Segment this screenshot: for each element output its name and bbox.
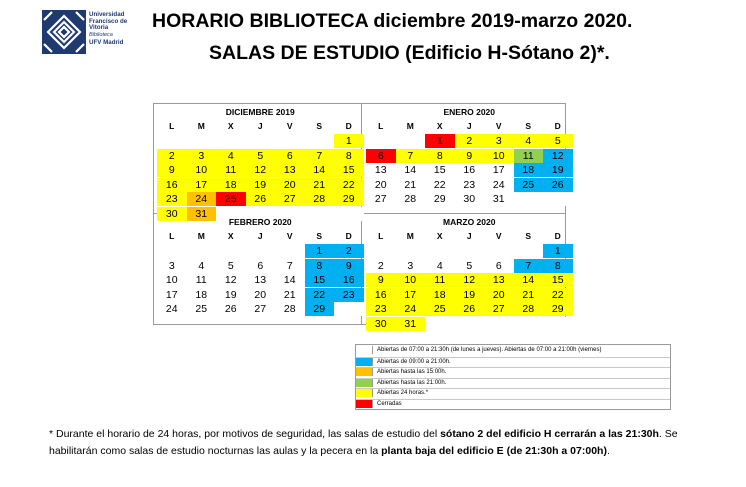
footnote-text: . [606, 445, 610, 457]
legend-label: Abiertas hasta las 15:00h. [377, 369, 447, 375]
day-cell: 10 [396, 273, 426, 287]
day-cell: 26 [246, 192, 276, 206]
day-cell: 24 [484, 178, 514, 192]
day-cell: 28 [396, 192, 426, 206]
day-header: V [286, 231, 293, 241]
day-cell: 29 [334, 192, 364, 206]
day-cell: 21 [275, 288, 305, 302]
day-cell: 12 [455, 273, 485, 287]
legend-label: Abiertas de 07:00 a 21:30h (de lunes a jueves). Abiertas de 07:00 a 21:00h (viernes) [377, 347, 602, 353]
day-header: S [525, 231, 532, 241]
day-cell: 5 [246, 149, 276, 163]
day-cell: 25 [514, 178, 544, 192]
day-cell: 14 [514, 273, 544, 287]
day-header: M [197, 121, 205, 131]
day-header: X [227, 231, 234, 241]
day-cell: 15 [425, 163, 455, 177]
day-cell: 17 [396, 288, 426, 302]
day-cell: 16 [334, 273, 364, 287]
month-title: MARZO 2020 [443, 217, 496, 227]
footnote-bold: sótano 2 del edificio H cerrarán a las 21:30h [440, 428, 659, 440]
day-cell: 2 [334, 244, 364, 258]
day-cell: 17 [187, 178, 217, 192]
day-cell: 7 [514, 259, 544, 273]
day-cell: 5 [216, 259, 246, 273]
day-cell: 5 [455, 259, 485, 273]
day-cell: 3 [157, 259, 187, 273]
day-cell: 6 [275, 149, 305, 163]
day-cell: 22 [305, 288, 335, 302]
footnote-text: . Se habilitarán como salas de estudio nocturnas las aulas y la pecera en la [49, 428, 678, 457]
day-cell [275, 134, 305, 148]
day-cell [246, 244, 276, 258]
day-cell: 4 [187, 259, 217, 273]
logo-line: Francisco de [89, 17, 128, 25]
day-cell: 25 [187, 302, 217, 316]
day-cell: 8 [334, 149, 364, 163]
day-header: D [554, 121, 561, 131]
day-header: M [406, 121, 414, 131]
day-cell: 24 [187, 192, 217, 206]
day-cell [187, 134, 217, 148]
footnote [49, 426, 689, 460]
calendar-grid [153, 103, 566, 330]
legend-label: Cerradas [377, 400, 402, 407]
day-cell: 6 [366, 149, 396, 163]
day-cell [396, 244, 426, 258]
day-cell: 18 [216, 178, 246, 192]
logo-brand: UFV Madrid [89, 39, 124, 47]
legend-row [356, 399, 670, 408]
legend-swatch [356, 368, 373, 376]
day-cell: 13 [246, 273, 276, 287]
day-header: J [257, 121, 263, 131]
logo-line: Vitoria [89, 24, 109, 32]
legend-label: Abiertas de 09:00 a 21:00h. [377, 358, 451, 365]
day-cell [514, 192, 544, 206]
day-cell: 12 [216, 273, 246, 287]
day-cell: 11 [216, 163, 246, 177]
day-cell: 23 [366, 302, 396, 316]
day-header: D [554, 231, 561, 241]
day-cell: 23 [334, 288, 364, 302]
day-cell: 25 [425, 302, 455, 316]
day-cell [543, 317, 573, 331]
day-cell: 19 [455, 288, 485, 302]
day-cell: 16 [157, 178, 187, 192]
day-cell: 1 [425, 134, 455, 148]
ufv-logo-icon [42, 10, 86, 54]
day-cell: 22 [334, 178, 364, 192]
day-header: L [378, 121, 384, 131]
legend-swatch [356, 400, 373, 408]
day-cell: 16 [455, 163, 485, 177]
day-cell: 20 [246, 288, 276, 302]
day-cell: 28 [275, 302, 305, 316]
day-cell [543, 192, 573, 206]
page-title-line2: SALAS DE ESTUDIO (Edificio H-Sótano 2)*. [209, 42, 610, 64]
legend-swatch [356, 389, 373, 397]
day-cell [455, 244, 485, 258]
legend [355, 344, 671, 410]
day-cell: 14 [305, 163, 335, 177]
day-header: S [525, 121, 532, 131]
day-cell: 8 [425, 149, 455, 163]
day-cell: 7 [396, 149, 426, 163]
day-cell: 18 [187, 288, 217, 302]
day-cell: 15 [305, 273, 335, 287]
day-cell [305, 134, 335, 148]
day-cell: 3 [484, 134, 514, 148]
day-header: X [227, 121, 234, 131]
day-cell: 4 [514, 134, 544, 148]
legend-swatch [356, 379, 373, 387]
month-title: DICIEMBRE 2019 [225, 107, 295, 117]
day-cell: 7 [275, 259, 305, 273]
day-cell: 28 [514, 302, 544, 316]
day-header: J [257, 231, 263, 241]
day-cell: 11 [514, 149, 544, 163]
day-cell: 21 [396, 178, 426, 192]
day-cell: 31 [187, 207, 217, 221]
day-cell: 18 [425, 288, 455, 302]
day-cell: 14 [396, 163, 426, 177]
day-cell: 19 [216, 288, 246, 302]
day-header: J [466, 121, 472, 131]
day-cell: 17 [484, 163, 514, 177]
day-header: L [169, 231, 175, 241]
day-cell: 9 [334, 259, 364, 273]
day-cell: 7 [305, 149, 335, 163]
day-cell: 27 [275, 192, 305, 206]
legend-label: Abiertas 24 horas.* [377, 390, 429, 396]
day-cell: 26 [216, 302, 246, 316]
day-cell: 20 [484, 288, 514, 302]
month-title: ENERO 2020 [443, 107, 495, 117]
day-header: X [436, 121, 443, 131]
day-header: J [466, 231, 472, 241]
day-cell: 19 [543, 163, 573, 177]
day-cell: 9 [455, 149, 485, 163]
legend-row [356, 378, 670, 387]
day-header: V [286, 121, 293, 131]
day-cell: 4 [216, 149, 246, 163]
day-cell: 30 [455, 192, 485, 206]
day-cell: 30 [366, 317, 396, 331]
legend-row [356, 357, 670, 366]
day-cell [425, 244, 455, 258]
day-cell: 13 [484, 273, 514, 287]
day-cell: 30 [157, 207, 187, 221]
day-cell: 12 [543, 149, 573, 163]
page-title-line1: HORARIO BIBLIOTECA diciembre 2019-marzo 2020. [152, 10, 633, 32]
day-cell: 3 [396, 259, 426, 273]
day-cell: 13 [275, 163, 305, 177]
day-cell: 21 [514, 288, 544, 302]
day-cell [216, 134, 246, 148]
day-cell: 17 [157, 288, 187, 302]
day-cell [157, 244, 187, 258]
day-cell: 2 [455, 134, 485, 148]
day-cell [455, 317, 485, 331]
ufv-logo [42, 10, 140, 58]
day-cell [216, 244, 246, 258]
day-cell: 1 [334, 134, 364, 148]
day-cell: 10 [484, 149, 514, 163]
day-cell [514, 244, 544, 258]
day-cell: 25 [216, 192, 246, 206]
ufv-logo-text [89, 12, 127, 47]
day-cell [275, 244, 305, 258]
legend-swatch [356, 346, 373, 354]
day-cell [396, 134, 426, 148]
day-cell: 18 [514, 163, 544, 177]
logo-line: Universidad [89, 11, 125, 18]
day-cell: 13 [366, 163, 396, 177]
day-cell: 1 [543, 244, 573, 258]
day-cell: 2 [157, 149, 187, 163]
day-cell: 28 [305, 192, 335, 206]
day-header: M [197, 231, 205, 241]
day-cell [334, 302, 364, 316]
day-cell: 24 [396, 302, 426, 316]
day-cell [246, 134, 276, 148]
day-cell: 20 [366, 178, 396, 192]
day-cell: 9 [366, 273, 396, 287]
legend-row [356, 388, 670, 397]
day-cell: 6 [246, 259, 276, 273]
day-cell: 29 [305, 302, 335, 316]
logo-sub: Biblioteca [89, 31, 113, 38]
day-cell: 21 [305, 178, 335, 192]
legend-row [356, 346, 670, 354]
day-cell: 11 [425, 273, 455, 287]
day-cell: 16 [366, 288, 396, 302]
day-cell [187, 244, 217, 258]
day-cell: 22 [543, 288, 573, 302]
footnote-bold: planta baja del edificio E (de 21:30h a 07:00h) [381, 445, 607, 457]
day-cell [366, 134, 396, 148]
day-cell: 31 [484, 192, 514, 206]
day-cell: 22 [425, 178, 455, 192]
day-cell: 8 [305, 259, 335, 273]
day-cell: 4 [425, 259, 455, 273]
day-cell [366, 244, 396, 258]
day-cell: 20 [275, 178, 305, 192]
day-header: L [378, 231, 384, 241]
day-cell: 15 [334, 163, 364, 177]
day-cell: 5 [543, 134, 573, 148]
day-cell: 27 [484, 302, 514, 316]
legend-row [356, 367, 670, 376]
day-cell: 1 [305, 244, 335, 258]
day-cell: 10 [157, 273, 187, 287]
day-cell: 12 [246, 163, 276, 177]
day-cell: 8 [543, 259, 573, 273]
day-cell: 27 [366, 192, 396, 206]
day-cell [484, 317, 514, 331]
day-header: L [169, 121, 175, 131]
day-header: V [495, 121, 502, 131]
day-header: D [345, 231, 352, 241]
day-cell: 14 [275, 273, 305, 287]
day-cell [425, 317, 455, 331]
day-cell: 26 [455, 302, 485, 316]
day-cell: 27 [246, 302, 276, 316]
month-title: FEBRERO 2020 [228, 217, 292, 227]
legend-swatch [356, 358, 373, 366]
day-cell: 3 [187, 149, 217, 163]
day-cell [514, 317, 544, 331]
day-cell: 29 [425, 192, 455, 206]
day-header: S [316, 231, 323, 241]
day-cell: 11 [187, 273, 217, 287]
day-cell: 9 [157, 163, 187, 177]
footnote-text: * Durante el horario de 24 horas, por motivos de seguridad, las salas de estudio del [49, 428, 441, 440]
day-cell: 26 [543, 178, 573, 192]
day-cell: 31 [396, 317, 426, 331]
day-header: D [345, 121, 352, 131]
day-header: X [436, 231, 443, 241]
day-cell: 24 [157, 302, 187, 316]
day-cell [157, 134, 187, 148]
day-header: M [406, 231, 414, 241]
day-cell: 23 [157, 192, 187, 206]
day-header: S [316, 121, 323, 131]
day-cell: 23 [455, 178, 485, 192]
day-cell: 19 [246, 178, 276, 192]
day-cell: 2 [366, 259, 396, 273]
day-cell: 29 [543, 302, 573, 316]
legend-label: Abiertas hasta las 21:00h. [377, 379, 447, 386]
day-cell: 15 [543, 273, 573, 287]
day-header: V [495, 231, 502, 241]
day-cell: 10 [187, 163, 217, 177]
day-cell [484, 244, 514, 258]
day-cell: 6 [484, 259, 514, 273]
